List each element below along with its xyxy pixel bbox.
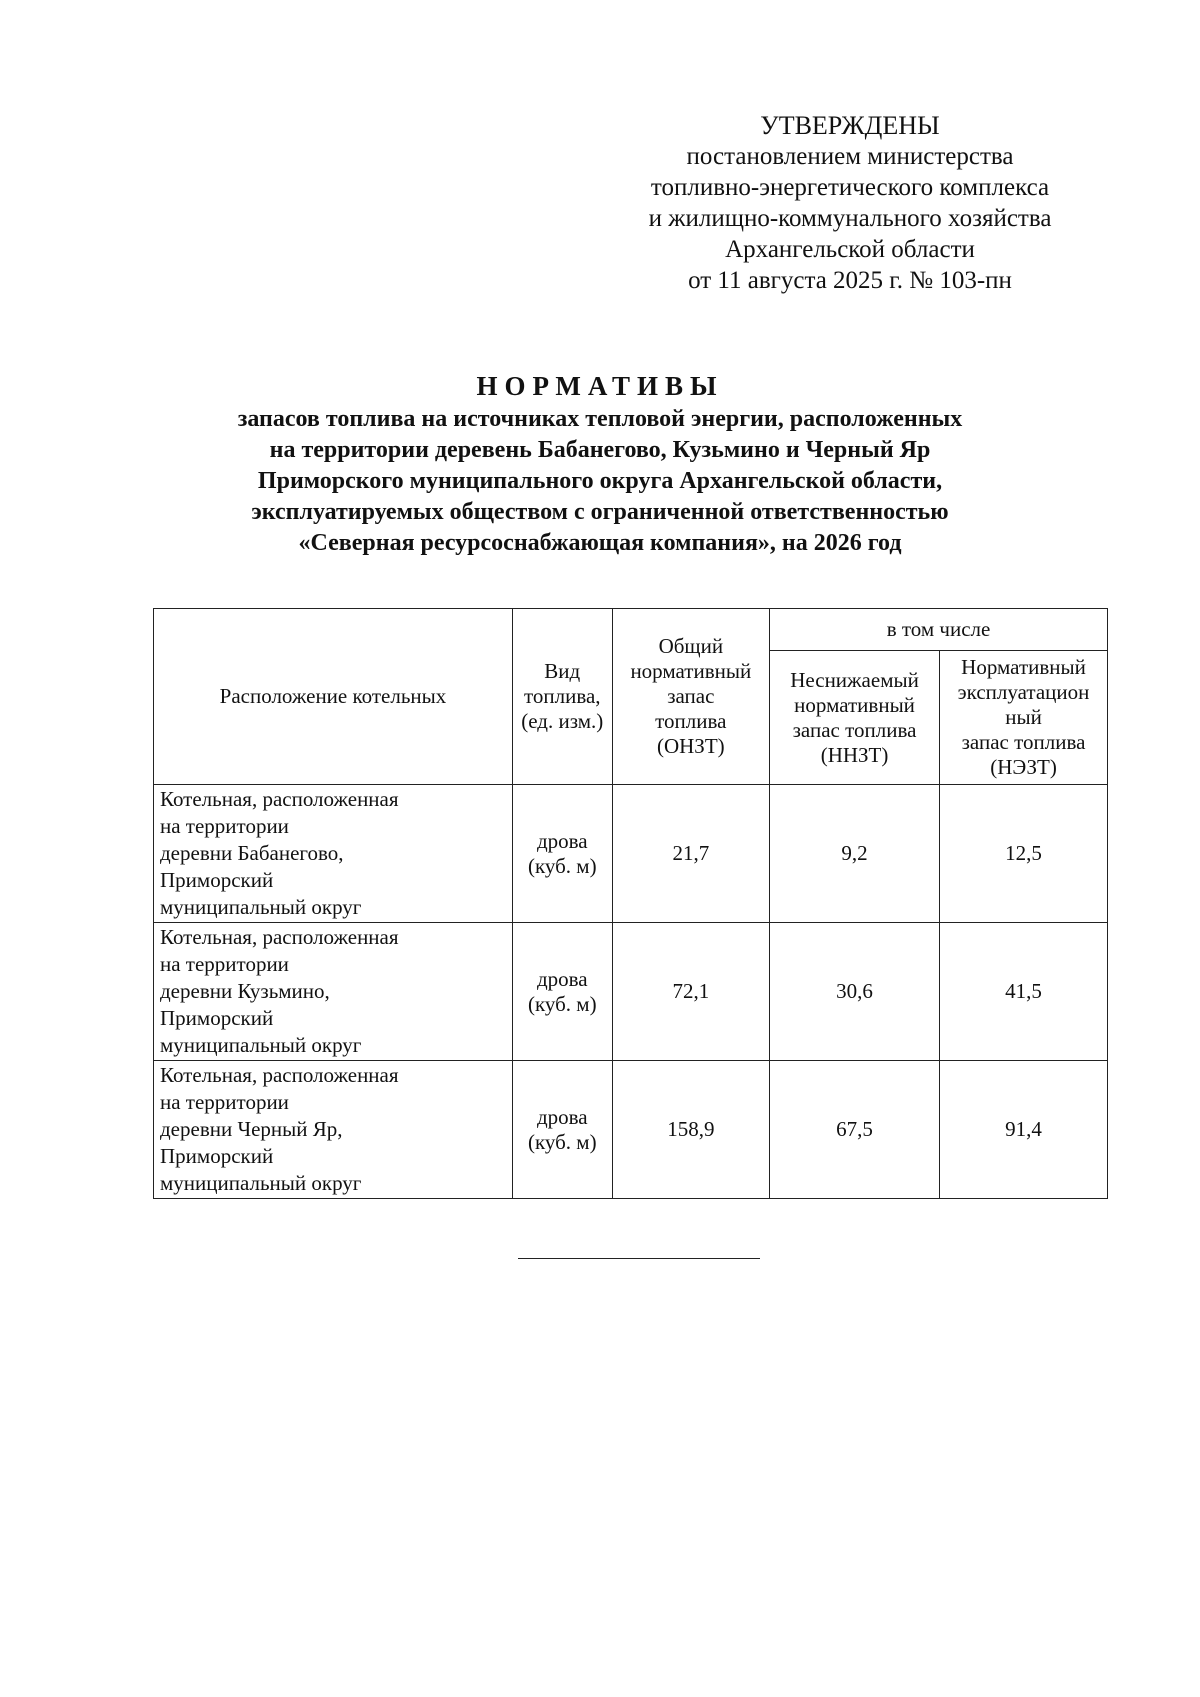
header-including: в том числе (770, 609, 1108, 651)
approval-line: Архангельской области (725, 236, 975, 263)
title-line: эксплуатируемых обществом с ограниченной ответственностью (251, 499, 949, 525)
total-cell: 21,7 (612, 785, 769, 923)
approval-line: постановлением министерства (686, 143, 1014, 170)
header-total-onzt: Общий нормативный запас топлива (ОНЗТ) (612, 609, 769, 785)
approval-date: от 11 августа 2025 г. № 103-пн (688, 267, 1012, 294)
norms-table (153, 608, 1108, 1199)
fuel-cell: дрова (куб. м) (512, 923, 612, 1061)
table-row (154, 1061, 1108, 1199)
fuel-cell: дрова (куб. м) (512, 785, 612, 923)
fuel-cell: дрова (куб. м) (512, 1061, 612, 1199)
total-cell: 72,1 (612, 923, 769, 1061)
location-cell: Котельная, расположенная на территории деревни Бабанегово, Приморский муниципальный округ (154, 785, 513, 923)
total-cell: 158,9 (612, 1061, 769, 1199)
table-row (154, 785, 1108, 923)
end-divider (518, 1258, 760, 1259)
nnzt-cell: 9,2 (770, 785, 940, 923)
approval-line: и жилищно-коммунального хозяйства (648, 205, 1052, 232)
nezt-cell: 41,5 (940, 923, 1108, 1061)
title-line: на территории деревень Бабанегово, Кузьмино и Черный Яр (269, 437, 931, 463)
location-cell: Котельная, расположенная на территории деревни Кузьмино, Приморский муниципальный округ (154, 923, 513, 1061)
nnzt-cell: 30,6 (770, 923, 940, 1061)
approval-line: топливно-энергетического комплекса (650, 174, 1050, 201)
title-line: запасов топлива на источниках тепловой энергии, расположенных (237, 406, 963, 432)
table-row (154, 923, 1108, 1061)
header-fuel-type: Вид топлива, (ед. изм.) (512, 609, 612, 785)
location-cell: Котельная, расположенная на территории деревни Черный Яр, Приморский муниципальный округ (154, 1061, 513, 1199)
approval-stamp (600, 110, 1100, 296)
header-location: Расположение котельных (154, 609, 513, 785)
header-nnzt: Неснижаемый нормативный запас топлива (ННЗТ) (770, 651, 940, 785)
nezt-cell: 12,5 (940, 785, 1108, 923)
nezt-cell: 91,4 (940, 1061, 1108, 1199)
approval-heading: УТВЕРЖДЕНЫ (760, 111, 940, 140)
title-line: Приморского муниципального округа Архангельской области, (257, 468, 943, 494)
document-title (150, 368, 1050, 559)
title-line: «Северная ресурсоснабжающая компания», на 2026 год (298, 530, 902, 556)
nnzt-cell: 67,5 (770, 1061, 940, 1199)
title-main: НОРМАТИВЫ (476, 371, 724, 401)
header-nezt: Нормативный эксплуатацион ный запас топлива (НЭЗТ) (940, 651, 1108, 785)
